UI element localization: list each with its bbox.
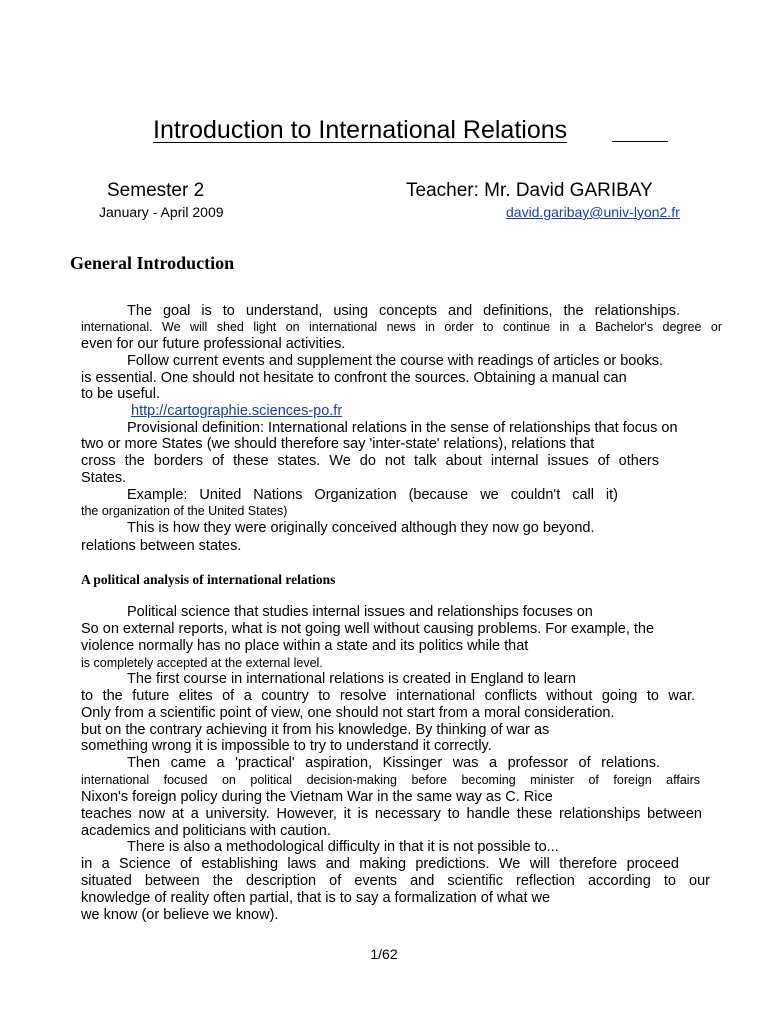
body-line: This is how they were originally conceived although they now go beyond. (127, 520, 595, 536)
body-line: two or more States (we should therefore say 'inter-state' relations), relations that (81, 436, 595, 452)
cartography-link[interactable]: http://cartographie.sciences-po.fr (131, 403, 343, 419)
body-line: violence normally has no place within a state and its politics while that (81, 638, 529, 654)
body-line: is essential. One should not hesitate to confront the sources. Obtaining a manual can (81, 370, 627, 386)
body-line: to the future elites of a country to resolve international conflicts without going to war. (81, 688, 695, 704)
body-line: States. (81, 470, 127, 486)
title-underline (612, 141, 668, 142)
body-line: So on external reports, what is not going well without causing problems. For example, the (81, 621, 655, 637)
body-line: situated between the description of events and scientific reflection according to our (81, 873, 710, 889)
body-line: knowledge of reality often partial, that is to say a formalization of what we (81, 890, 551, 906)
page-number: 1/62 (370, 946, 398, 962)
body-line: The goal is to understand, using concepts and definitions, the relationships. (127, 303, 680, 319)
body-line: Provisional definition: International relations in the sense of relationships that focus on (127, 420, 678, 436)
body-line: but on the contrary achieving it from his knowledge. By thinking of war as (81, 722, 550, 738)
teacher-name: Teacher: Mr. David GARIBAY (406, 180, 653, 201)
body-line: Then came a 'practical' aspiration, Kissinger was a professor of relations. (127, 755, 660, 771)
body-line: the organization of the United States) (81, 504, 288, 518)
body-line: The first course in international relations is created in England to learn (127, 671, 576, 687)
body-line: to be useful. (81, 386, 160, 402)
section-heading: General Introduction (70, 253, 235, 273)
teacher-email-link[interactable]: david.garibay@univ-lyon2.fr (506, 204, 680, 220)
body-line: international. We will shed light on international news in order to continue in a Bachelor's degree or (81, 320, 722, 334)
body-line: Only from a scientific point of view, one should not start from a moral consideration. (81, 705, 615, 721)
semester-dates: January - April 2009 (99, 204, 224, 220)
body-line: is completely accepted at the external level. (81, 656, 323, 670)
subsection-heading: A political analysis of international relations (81, 572, 336, 587)
body-line: we know (or believe we know). (81, 907, 279, 923)
body-line: Example: United Nations Organization (because we couldn't call it) (127, 487, 618, 503)
body-line: in a Science of establishing laws and making predictions. We will therefore proceed (81, 856, 679, 872)
document-title: Introduction to International Relations (153, 116, 568, 144)
body-line: Follow current events and supplement the course with readings of articles or books. (127, 353, 663, 369)
body-line: Political science that studies internal issues and relationships focuses on (127, 604, 593, 620)
body-line: international focused on political decision-making before becoming minister of foreign affairs (81, 773, 700, 787)
body-line: something wrong it is impossible to try to understand it correctly. (81, 738, 492, 754)
body-line: even for our future professional activities. (81, 336, 346, 352)
body-line: There is also a methodological difficulty in that it is not possible to... (127, 839, 559, 855)
body-line: teaches now at a university. However, it is necessary to handle these relationships between (81, 806, 702, 822)
semester-label: Semester 2 (107, 180, 205, 201)
body-line: relations between states. (81, 538, 242, 554)
body-line: academics and politicians with caution. (81, 823, 331, 839)
body-line: cross the borders of these states. We do not talk about internal issues of others (81, 453, 659, 469)
body-line: Nixon's foreign policy during the Vietnam War in the same way as C. Rice (81, 789, 553, 805)
